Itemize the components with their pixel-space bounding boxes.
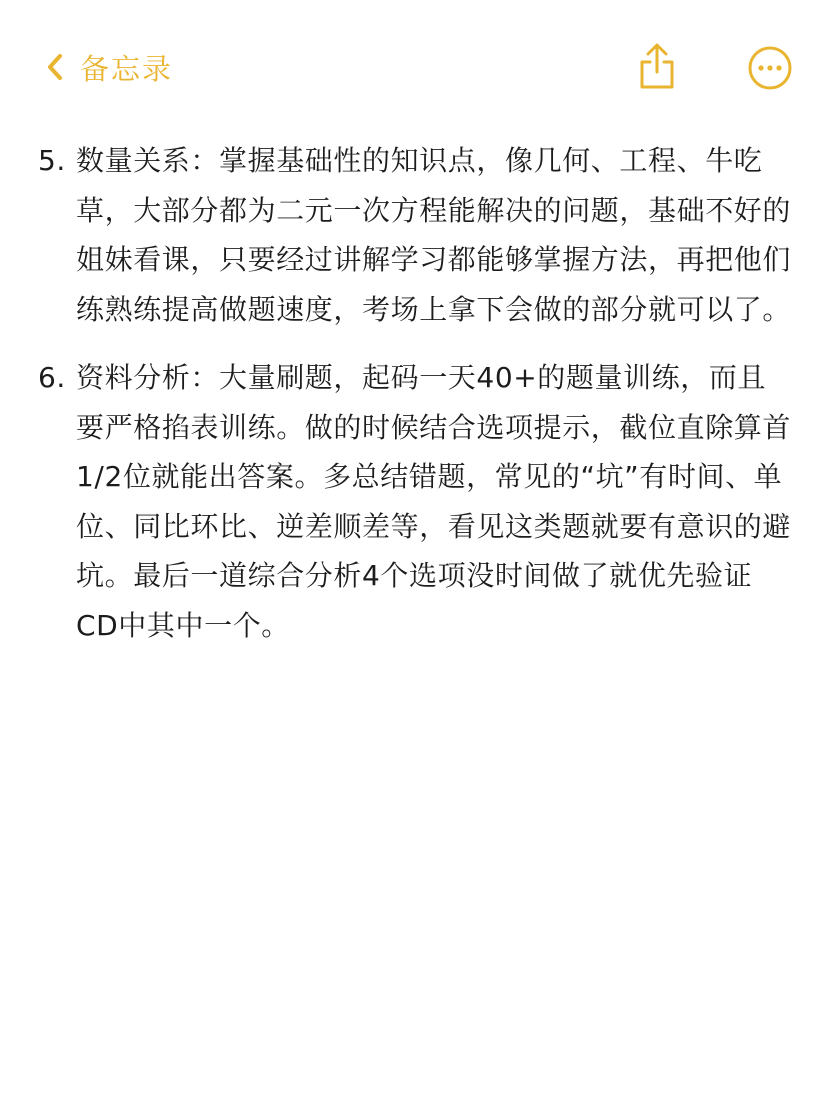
note-list-item	[0, 136, 831, 334]
chevron-left-icon	[46, 53, 64, 81]
item-text: 数量关系：掌握基础性的知识点，像几何、工程、牛吃草，大部分都为二元一次方程能解决的问题，基础不好的姐妹看课，只要经过讲解学习都能够掌握方法，再把他们练熟练提高做题速度，考场上拿下会做的部分就可以了。	[76, 144, 792, 326]
share-button[interactable]	[636, 42, 678, 92]
back-label: 备忘录	[80, 51, 174, 86]
more-circle-icon	[747, 45, 793, 91]
more-button[interactable]	[747, 45, 793, 91]
share-icon	[636, 42, 678, 92]
navigation-bar	[0, 0, 831, 130]
item-text: 资料分析：大量刷题，起码一天40+的题量训练，而且要严格掐表训练。做的时候结合选项提示，截位直除算首1/2位就能出答案。多总结错题，常见的“坑”有时间、单位、同比环比、逆差顺差等，看见这类题就要有意识的避坑。最后一道综合分析4个选项没时间做了就优先验证CD中其中一个。	[76, 361, 792, 642]
note-body[interactable]	[0, 136, 831, 650]
item-number: 6.	[38, 361, 66, 394]
back-button[interactable]	[46, 44, 173, 90]
item-number: 5.	[38, 144, 66, 177]
note-list-item	[0, 353, 831, 650]
